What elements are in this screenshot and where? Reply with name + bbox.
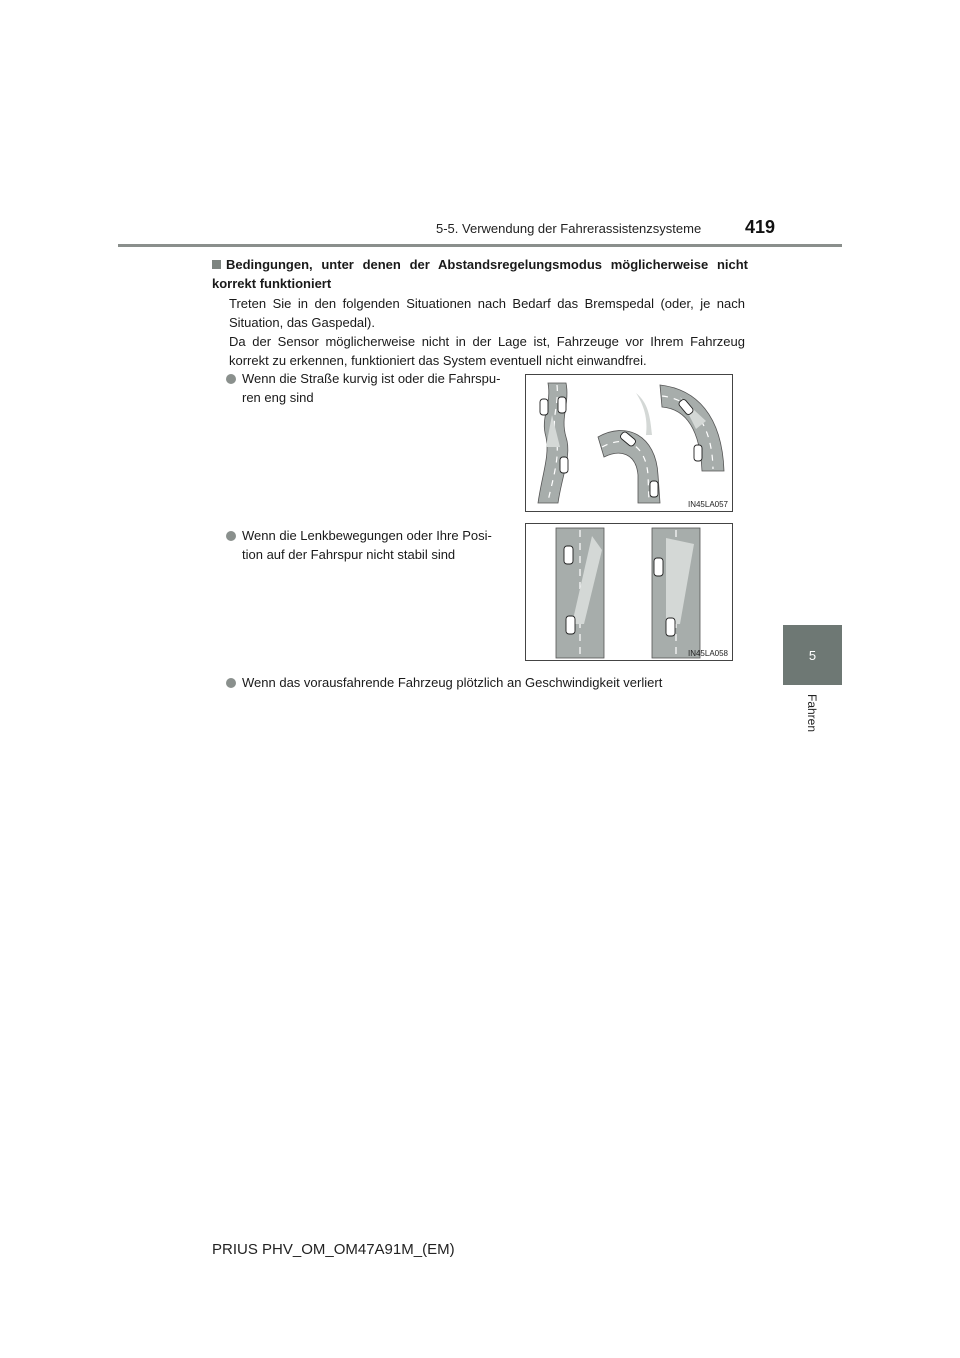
unstable-lane-illustration (526, 524, 732, 660)
figure-unstable-lane (525, 523, 733, 661)
bullet-dot-icon (226, 678, 236, 688)
bullet-text: Wenn die Straße kurvig ist oder die Fahrspu- (242, 371, 501, 386)
bullet-item (226, 369, 500, 407)
bullet-dot-icon (226, 531, 236, 541)
chapter-number: 5 (808, 647, 817, 663)
square-bullet-icon (212, 260, 221, 269)
bullet-text-cont: tion auf der Fahrspur nicht stabil sind (242, 547, 456, 562)
intro-paragraph-1: Treten Sie in den folgenden Situationen nach Bedarf das Bremspedal (oder, je nach Situation, das Gaspedal). (229, 296, 745, 330)
figure-curved-roads (525, 374, 733, 512)
chapter-label-text: Fahren (805, 693, 819, 733)
figure-code: IN45LA058 (687, 649, 728, 658)
bullet-item (226, 526, 492, 564)
bullet-text-cont: ren eng sind (242, 390, 314, 405)
figure-code: IN45LA057 (687, 500, 728, 509)
header-rule (118, 244, 842, 247)
bullet-text: Wenn das vorausfahrende Fahrzeug plötzlich an Geschwindigkeit verliert (242, 675, 663, 690)
footer-doc-id: PRIUS PHV_OM_OM47A91M_(EM) (212, 1241, 455, 1258)
section-heading (212, 255, 748, 293)
bullet-item (226, 673, 662, 692)
bullet-dot-icon (226, 374, 236, 384)
chapter-label (800, 690, 824, 736)
section-heading-text: Bedingungen, unter denen der Abstandsregelungsmodus möglicherweise nicht korrekt funktioniert (212, 257, 748, 291)
chapter-tab (783, 625, 842, 685)
bullet-text: Wenn die Lenkbewegungen oder Ihre Posi- (242, 528, 492, 543)
curved-roads-illustration (526, 375, 732, 511)
intro-paragraph-2: Da der Sensor möglicherweise nicht in der Lage ist, Fahrzeuge vor Ihrem Fahrzeug korrekt zu erkennen, funktioniert das System eventuell nicht einwandfrei. (229, 334, 745, 368)
page-number: 419 (745, 217, 776, 237)
running-header: 5-5. Verwendung der Fahrerassistenzsysteme (436, 221, 702, 236)
